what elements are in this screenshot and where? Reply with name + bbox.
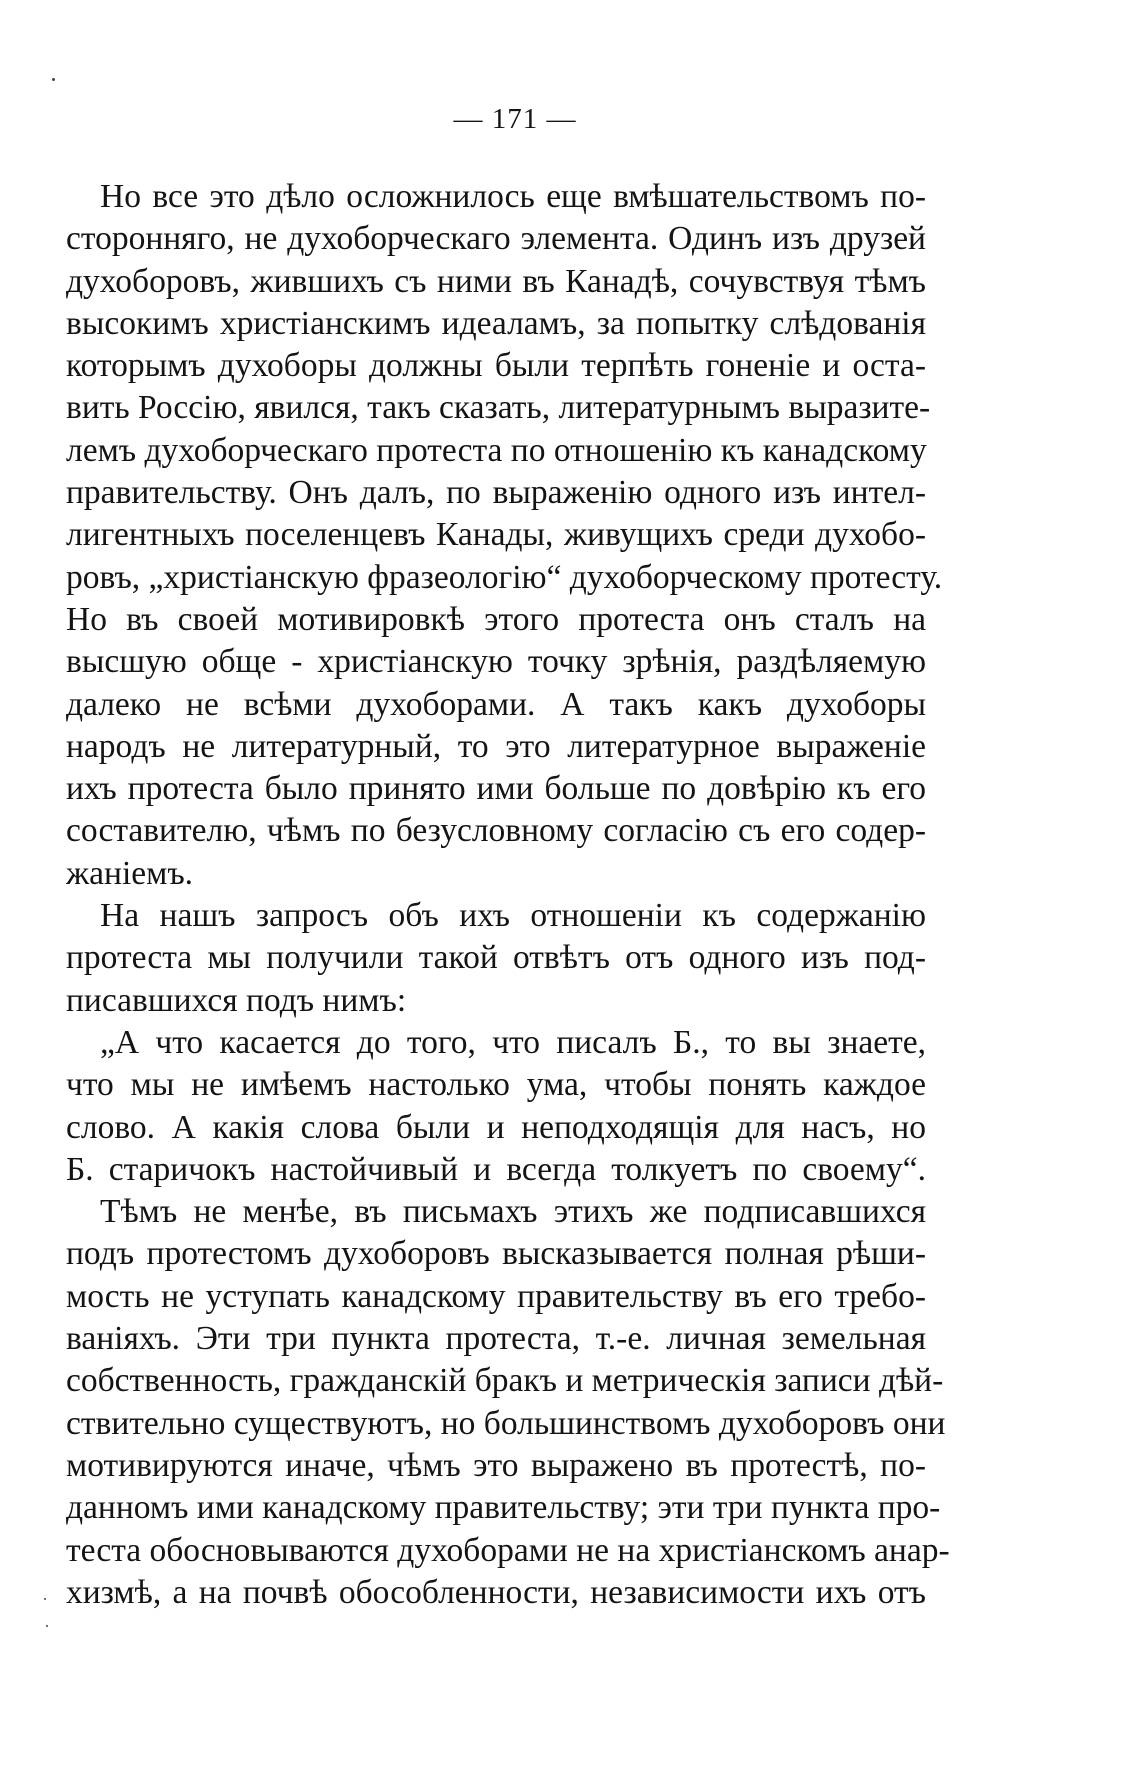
text-line: духоборовъ, жившихъ съ ними въ Канадѣ, сочувствуя тѣмъ	[66, 262, 926, 300]
text-line: лемъ духоборческаго протеста по отношенію къ канадскому	[66, 431, 927, 469]
text-line: высокимъ христіанскимъ идеаламъ, за попытку слѣдованія	[66, 304, 926, 342]
text-line: слово. А какія слова были и неподходящія для насъ, но	[66, 1108, 926, 1146]
text-line: правительству. Онъ далъ, по выраженію одного изъ интел-	[66, 474, 926, 512]
text-line: ствительно существуютъ, но большинствомъ духоборовъ они	[66, 1404, 946, 1442]
text-line: Но въ своей мотивировкѣ этого протеста онъ сталъ на	[66, 600, 926, 638]
text-line: мотивируются иначе, чѣмъ это выражено въ протестѣ, по-	[66, 1446, 926, 1484]
text-line: составителю, чѣмъ по безусловному согласію съ его содер-	[66, 812, 926, 850]
text-line: хизмѣ, а на почвѣ обособленности, независимости ихъ отъ	[66, 1573, 926, 1611]
scan-speck	[44, 1598, 46, 1600]
text-line: данномъ ими канадскому правительству; эти три пункта про-	[66, 1489, 941, 1527]
quotation	[66, 1022, 926, 1191]
text-line: На нашъ запросъ объ ихъ отношеніи къ содержанію	[100, 897, 926, 935]
text-line: лигентныхъ поселенцевъ Канады, живущихъ среди духобо-	[66, 516, 926, 554]
text-line: что мы не имѣемъ настолько ума, чтобы понять каждое	[66, 1066, 926, 1104]
text-line: ихъ протеста было принято ими больше по довѣрію къ его	[66, 770, 926, 808]
text-line: протеста мы получили такой отвѣтъ отъ одного изъ под-	[66, 939, 926, 977]
text-line: высшую обще - христіанскую точку зрѣнія, раздѣляемую	[66, 643, 926, 681]
text-line: писавшихся подъ нимъ:	[66, 981, 407, 1019]
paragraph	[66, 895, 926, 1022]
body-text	[66, 176, 950, 1614]
text-line: вить Россію, явился, такъ сказать, литературнымъ выразите-	[66, 389, 931, 427]
text-line: которымъ духоборы должны были терпѣть гоненіе и оста-	[66, 347, 926, 385]
text-line: „А что касается до того, что писалъ Б., то вы знаете,	[100, 1023, 926, 1061]
text-line: ровъ, „христіанскую фразеологію“ духоборческому протесту.	[66, 558, 943, 596]
text-line: Но все это дѣло осложнилось еще вмѣшательствомъ по-	[100, 178, 926, 215]
text-line: далеко не всѣми духоборами. А такъ какъ духоборы	[66, 685, 926, 723]
text-line: сторонняго, не духоборческаго элемента. Одинъ изъ друзей	[66, 220, 926, 258]
scan-speck	[46, 1625, 48, 1627]
paragraph	[66, 1191, 950, 1614]
page-number: — 171 —	[453, 103, 577, 135]
text-line: Б. старичокъ настойчивый и всегда толкуетъ по своему“.	[66, 1150, 926, 1188]
text-line: Тѣмъ не менѣе, въ письмахъ этихъ же подписавшихся	[100, 1193, 926, 1231]
text-line: теста обосновываются духоборами не на христіанскомъ анар-	[66, 1531, 950, 1569]
text-line: собственность, гражданскій бракъ и метрическія записи дѣй-	[66, 1362, 944, 1400]
text-line: подъ протестомъ духоборовъ высказывается полная рѣши-	[66, 1235, 926, 1273]
scan-speck	[52, 78, 55, 81]
text-line: ваніяхъ. Эти три пункта протеста, т.-е. личная земельная	[66, 1320, 926, 1358]
text-line: мость не уступать канадскому правительству въ его требо-	[66, 1277, 926, 1315]
text-line: жаніемъ.	[66, 854, 194, 892]
text-line: народъ не литературный, то это литературное выраженіе	[66, 727, 926, 765]
paragraph	[66, 176, 943, 895]
